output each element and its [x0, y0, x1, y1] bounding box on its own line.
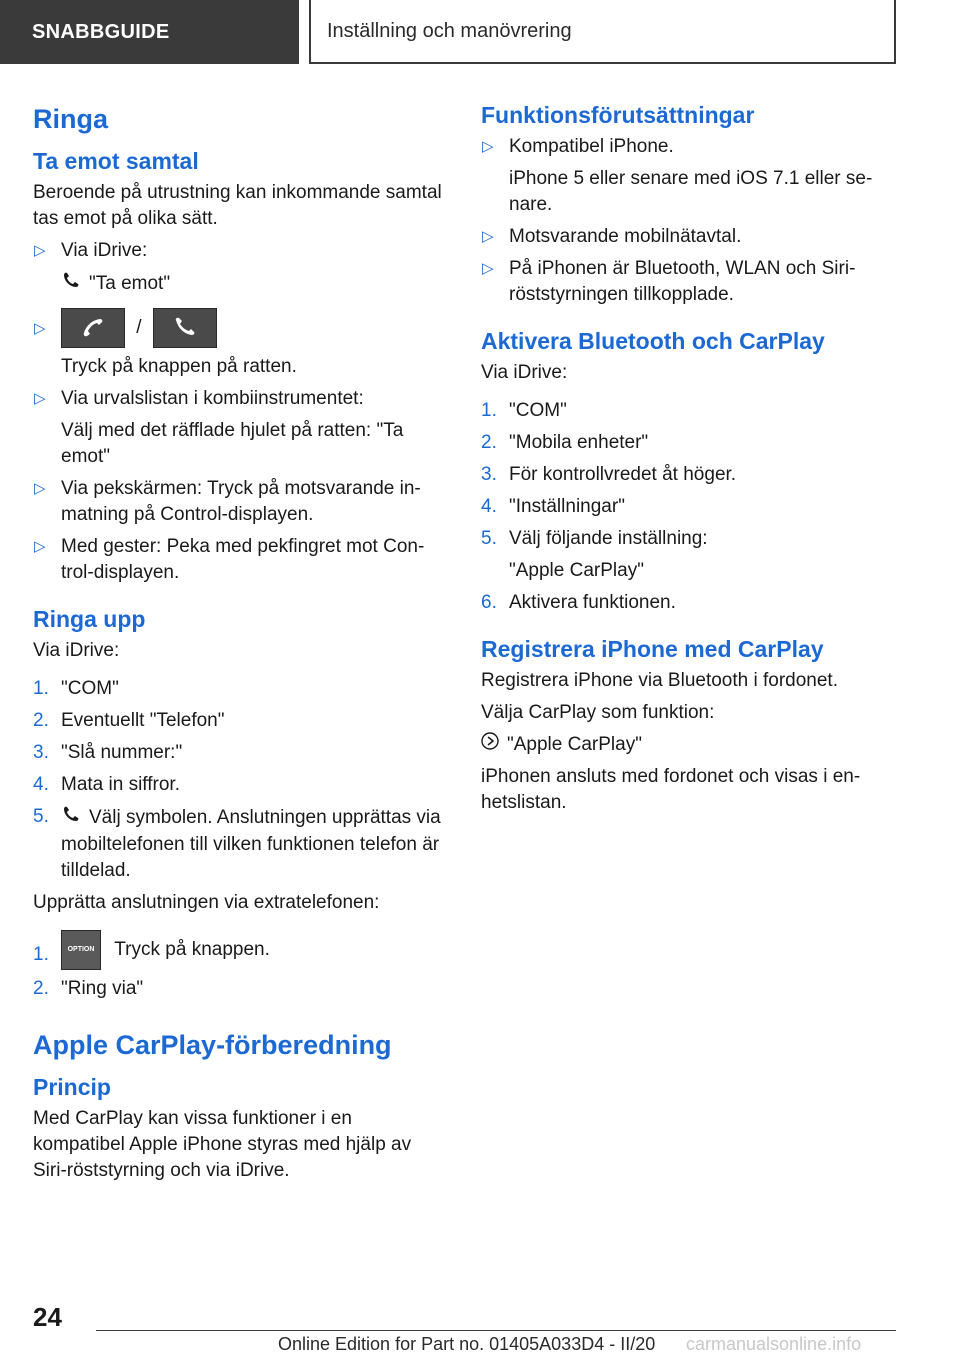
triangle-bullet-icon: ▷: [34, 538, 46, 555]
list-item: [33, 976, 448, 1002]
list-item: [33, 534, 448, 586]
step-text: Välj följande inställning:: [509, 528, 708, 549]
footer-divider: [96, 1330, 896, 1331]
list-item: [481, 398, 891, 424]
header-chapter-tab: [309, 0, 896, 64]
list-item-sub: Tryck på knappen på ratten.: [61, 356, 297, 377]
option-button-image: OPTION: [61, 930, 101, 970]
heading-aktivera-bluetooth: Aktivera Bluetooth och CarPlay: [481, 328, 825, 354]
item-label: Motsvarande mobilnätavtal.: [509, 226, 742, 247]
list-item: [33, 740, 448, 766]
header-chapter-label: Inställning och manövrering: [327, 19, 572, 42]
phone-icon: [61, 804, 81, 832]
numbered-list: [33, 676, 448, 884]
step-number: 1.: [33, 944, 49, 965]
watermark: carmanualsonline.info: [686, 1334, 862, 1354]
play-circle-icon: [481, 732, 499, 758]
step-number: 2.: [481, 432, 497, 453]
step-text: Aktivera funktionen.: [509, 592, 676, 613]
step-number: 3.: [33, 742, 49, 763]
list-item: [33, 238, 448, 264]
heading-funktionsforutsattningar: Funktionsförutsättningar: [481, 102, 755, 128]
ringa-intro: Beroende på utrustning kan inkommande samtal tas emot på olika sätt.: [33, 182, 442, 229]
footer-edition: Online Edition for Part no. 01405A033D4 - II/20: [278, 1334, 656, 1354]
button-separator: /: [136, 317, 142, 339]
step-text: "COM": [61, 678, 119, 699]
heading-ringa-upp: Ringa upp: [33, 606, 146, 632]
list-item: [33, 386, 448, 412]
step-number: 2.: [33, 978, 49, 999]
list-item: [33, 476, 448, 528]
step-number: 5.: [33, 806, 49, 827]
step-text: För kontrollvredet åt höger.: [509, 464, 737, 485]
list-item-sub: iPhone 5 eller senare med iOS 7.1 eller senare.: [509, 168, 873, 215]
step-number: 1.: [481, 400, 497, 421]
step-number: 6.: [481, 592, 497, 613]
list-item: [481, 494, 891, 520]
header-section-tab: [0, 0, 299, 64]
step-number: 1.: [33, 678, 49, 699]
list-item: [33, 930, 448, 970]
list-item: [33, 676, 448, 702]
carplay-principle-text: Med CarPlay kan vissa funktioner i en kompatibel Apple iPhone styras med hjälp av Siri-röststyrning och via iDrive.: [33, 1108, 412, 1181]
step-text: "Ring via": [61, 978, 144, 999]
register-p4: iPhonen ansluts med fordonet och visas i enhetslistan.: [481, 766, 861, 814]
end-call-button-image: [153, 308, 217, 348]
item-label: På iPhonen är Bluetooth, WLAN och Siri-röststyrningen tillkopplade.: [509, 258, 856, 305]
answer-call-button-image: [61, 308, 125, 348]
step-text: Eventuellt "Telefon": [61, 710, 225, 731]
step-number: 3.: [481, 464, 497, 485]
list-item: [481, 224, 891, 250]
list-item: [481, 134, 891, 160]
list-item: [33, 708, 448, 734]
step-text: Mata in siffror.: [61, 774, 180, 795]
list-item-sub: "Apple CarPlay": [509, 560, 644, 581]
left-column: [33, 96, 448, 1190]
triangle-bullet-icon: ▷: [34, 242, 46, 259]
item-label: Via iDrive:: [61, 240, 148, 261]
register-p3-line: [481, 732, 891, 758]
step-text: "Slå nummer:": [61, 742, 183, 763]
triangle-bullet-icon: ▷: [34, 390, 46, 407]
list-item-sub: [33, 270, 448, 298]
list-item: [481, 256, 891, 308]
right-column: [481, 96, 891, 822]
item-sub-text: "Ta emot": [89, 273, 171, 295]
step-text: Tryck på knappen.: [114, 939, 270, 961]
triangle-bullet-icon: ▷: [34, 320, 46, 337]
list-item-sub: Välj med det räfflade hjulet på ratten: "Ta emot": [61, 420, 404, 467]
triangle-bullet-icon: ▷: [482, 138, 494, 155]
ringa-upp-intro: Via iDrive:: [33, 640, 120, 661]
extra-phone-intro: Upprätta anslutningen via extratelefonen:: [33, 892, 380, 913]
step-text: "COM": [509, 400, 567, 421]
item-label: Kompatibel iPhone.: [509, 136, 674, 157]
list-item: [481, 430, 891, 456]
activate-intro: Via iDrive:: [481, 362, 568, 383]
item-label: Via pekskärmen: Tryck på motsvarande inmatning på Control-displayen.: [61, 478, 421, 525]
heading-ringa: Ringa: [33, 104, 109, 134]
register-p1: Registrera iPhone via Bluetooth i fordonet.: [481, 670, 838, 691]
phone-icon: [61, 270, 81, 298]
step-number: 5.: [481, 528, 497, 549]
list-item: [33, 804, 448, 884]
step-text: "Mobila enheter": [509, 432, 649, 453]
list-item: [481, 590, 891, 616]
numbered-list: [481, 398, 891, 616]
step-text: Välj symbolen. Anslutningen upprättas via mobiltelefonen till vilken funktionen telefon är tilldelad.: [61, 807, 441, 881]
item-label: Med gester: Peka med pekfingret mot Control-displayen.: [61, 536, 425, 583]
list-item: [481, 462, 891, 488]
register-p2: Välja CarPlay som funktion:: [481, 702, 715, 723]
register-p3: "Apple CarPlay": [507, 734, 642, 756]
list-item: [481, 526, 891, 552]
heading-registrera-iphone: Registrera iPhone med CarPlay: [481, 636, 824, 662]
step-text: "Inställningar": [509, 496, 625, 517]
step-number: 4.: [33, 774, 49, 795]
numbered-list: [33, 930, 448, 1002]
heading-ta-emot-samtal: Ta emot samtal: [33, 148, 199, 174]
heading-apple-carplay: Apple CarPlay-förberedning: [33, 1030, 392, 1060]
header-section-label: SNABBGUIDE: [32, 20, 170, 43]
step-number: 2.: [33, 710, 49, 731]
triangle-bullet-icon: ▷: [482, 260, 494, 277]
list-item: [33, 772, 448, 798]
item-label: Via urvalslistan i kombiinstrumentet:: [61, 388, 364, 409]
heading-princip: Princip: [33, 1074, 111, 1100]
triangle-bullet-icon: ▷: [482, 228, 494, 245]
page-number: 24: [33, 1302, 62, 1332]
triangle-bullet-icon: ▷: [34, 480, 46, 497]
list-item: [33, 308, 448, 348]
step-number: 4.: [481, 496, 497, 517]
